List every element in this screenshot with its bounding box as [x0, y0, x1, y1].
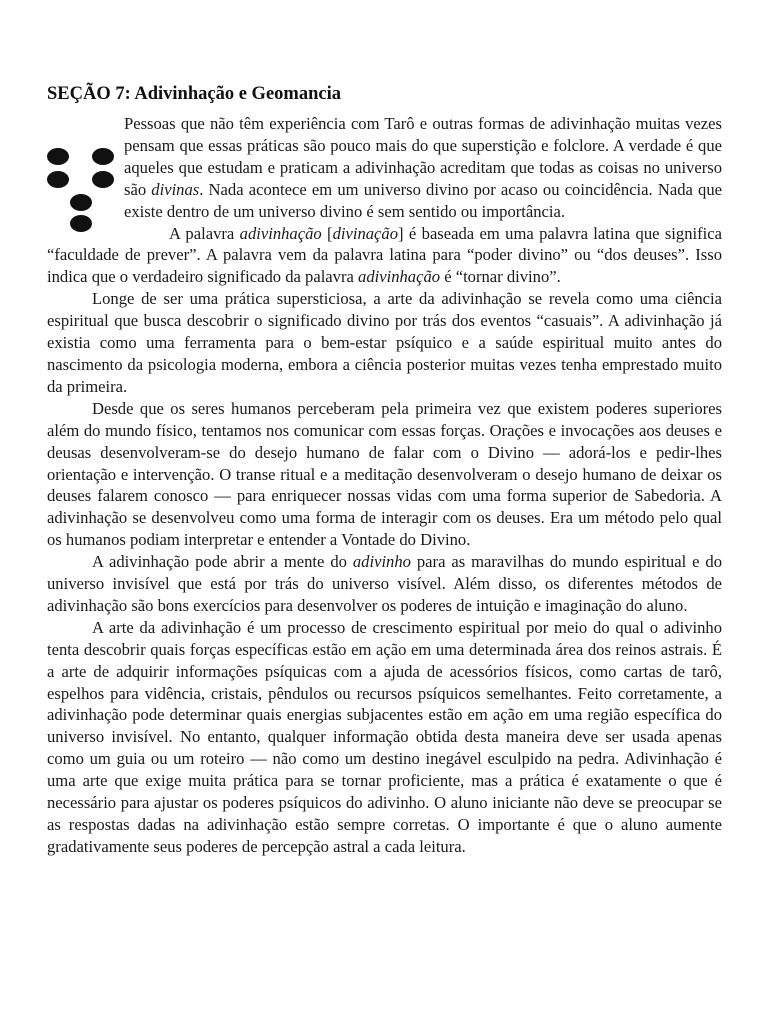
- paragraph-2: A palavra adivinhação [divinação] é baseada em uma palavra latina que significa “faculdade de prever”. A palavra vem da palavra latina para “poder divino” ou “dos deuses”. Isso indica que o verdadeiro significado da palavra adivinhação é “tornar divino”.: [47, 223, 722, 287]
- paragraph-5: A adivinhação pode abrir a mente do adivinho para as maravilhas do mundo espiritual e do universo invisível que está por trás do universo visível. Além disso, os diferentes métodos de adivinhação são bons exercícios para desenvolver os poderes de intuição e imaginação do aluno.: [47, 552, 723, 615]
- geomantic-figure: [47, 113, 124, 230]
- paragraph-3: Longe de ser uma prática supersticiosa, a arte da adivinhação se revela como uma ciência espiritual que busca descobrir o significado divino por trás dos eventos “casuais”. A adivinhação já existia como uma ferramenta para o bem-estar psíquico e a saúde espiritual muito antes do nascimento da psicologia moderna, embora a ciência posterior muitas vezes tenha emprestado muito da primeira.: [47, 289, 722, 396]
- geomantic-dot: [47, 148, 69, 165]
- paragraph-1: Pessoas que não têm experiência com Tarô e outras formas de adivinhação muitas vezes pensam que essas práticas são pouco mais do que superstição e folclore. A verdade é que aqueles que estudam e praticam a adivinhação acreditam que todas as coisas no universo são divinas. Nada acontece em um universo divino por acaso ou coincidência. Nada que existe dentro de um universo divino é sem sentido ou importância.: [124, 114, 722, 221]
- geomantic-dot: [92, 148, 114, 165]
- document-page: [47, 82, 722, 858]
- paragraph-4: Desde que os seres humanos perceberam pela primeira vez que existem poderes superiores além do mundo físico, tentamos nos comunicar com essas forças. Orações e invocações aos deuses e deusas desenvolveram-se do desejo humano de falar com o Divino — adorá-los e pedir-lhes orientação e intervenção. O transe ritual e a meditação desenvolveram o desejo humano de deixar os deuses falarem conosco — para enriquecer nossas vidas com uma forma superior de Sabedoria. A adivinhação se desenvolveu como uma forma de interagir com os deuses. Era um método pelo qual os humanos podiam interpretar e entender a Vontade do Divino.: [47, 398, 722, 550]
- geomantic-dot: [70, 215, 92, 232]
- geomantic-dot: [47, 171, 69, 188]
- geomantic-dot: [70, 194, 92, 211]
- geomantic-dot: [92, 171, 114, 188]
- body-text: [47, 113, 722, 858]
- section-title: SEÇÃO 7: Adivinhação e Geomancia: [47, 84, 341, 104]
- paragraph-6: A arte da adivinhação é um processo de crescimento espiritual por meio do qual o adivinho tenta descobrir quais forças específicas estão em ação em uma determinada área dos reinos astrais. É a arte de adquirir informações psíquicas com a ajuda de acessórios físicos, como cartas de tarô, espelhos para vidência, cristais, pêndulos ou recursos psíquicos semelhantes. Feito corretamente, a adivinhação pode determinar quais energias subjacentes estão em ação em uma região específica do universo invisível. No entanto, qualquer informação obtida desta maneira deve ser usada apenas como um guia ou um roteiro — não como um destino inegável esculpido na pedra. Adivinhação é uma arte que exige muita prática para se tornar proficiente, mas a prática é exatamente o que é necessário para ajustar os poderes psíquicos do adivinho. O aluno iniciante não deve se preocupar se as respostas dadas na adivinhação estão sempre corretas. O importante é que o aluno aumente gradativamente seus poderes de percepção astral a cada leitura.: [47, 617, 722, 856]
